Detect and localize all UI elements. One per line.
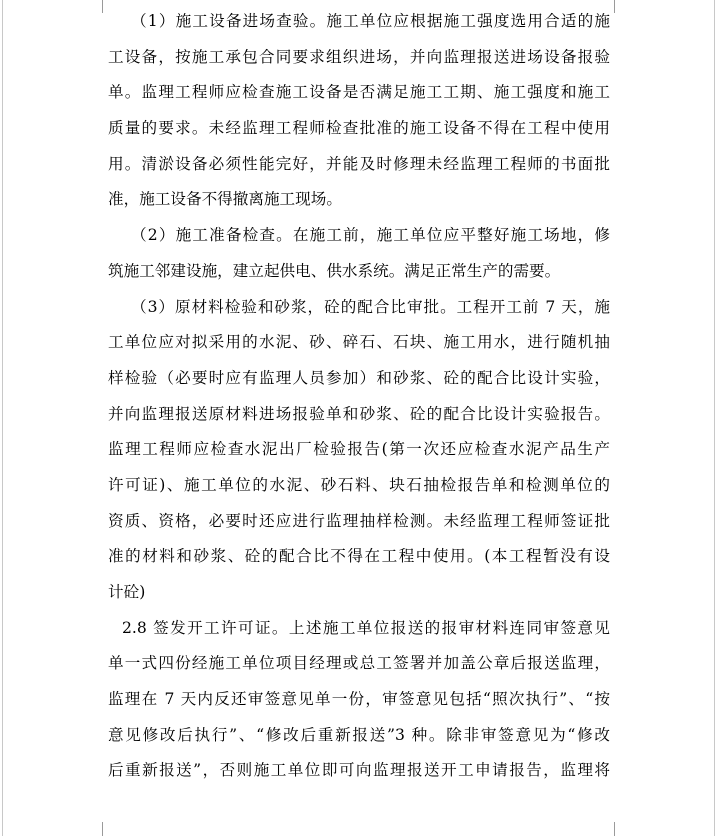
text-line: （1）施工设备进场查验。施工单位应根据施工强度选用合适的施: [131, 12, 610, 30]
text-line: 样检验（必要时应有监理人员参加）和砂浆、砼的配合比设计实验，: [108, 368, 610, 387]
text-line: 许可证)、施工单位的水泥、砂石料、块石抽检报告单和检测单位的: [108, 475, 610, 494]
text-line: 质量的要求。未经监理工程师检查批准的施工设备不得在工程中使用: [108, 119, 610, 138]
text-line: （3）原材料检验和砂浆，砼的配合比审批。工程开工前 7 天，施: [131, 297, 610, 316]
text-line: 计砼): [108, 583, 146, 601]
text-line: 准，施工设备不得撤离施工现场。: [108, 190, 342, 209]
text-line: 并向监理报送原材料进场报验单和砂浆、砼的配合比设计实验报告。: [108, 404, 610, 423]
text-line: （2）施工准备检查。在施工前，施工单位应平整好施工场地，修: [131, 226, 610, 245]
text-line: 后重新报送”，否则施工单位即可向监理报送开工申请报告，监理将: [108, 761, 610, 780]
document-body: [108, 4, 610, 789]
text-line: 意见修改后执行”、“修改后重新报送”3 种。除非审签意见为“修改: [108, 725, 610, 744]
margin-mark-bottom-right: [614, 822, 629, 836]
text-line: 监理工程师应检查水泥出厂检验报告(第一次还应检查水泥产品生产: [108, 440, 610, 459]
page-edge-left: [2, 0, 3, 836]
text-line: 单。监理工程师应检查施工设备是否满足施工工期、施工强度和施工: [108, 83, 610, 102]
text-line: 用。清淤设备必须性能完好，并能及时修理未经监理工程师的书面批: [108, 154, 610, 173]
text-line: 单一式四份经施工单位项目经理或总工签署并加盖公章后报送监理，: [108, 654, 610, 673]
text-line: 2.8 签发开工许可证。上述施工单位报送的报审材料连同审签意见: [122, 618, 610, 637]
text-line: 资质、资格，必要时还应进行监理抽样检测。未经监理工程师签证批: [108, 511, 610, 530]
text-line: 准的材料和砂浆、砼的配合比不得在工程中使用。(本工程暂没有设: [108, 547, 610, 566]
text-line: 工设备，按施工承包合同要求组织进场，并向监理报送进场设备报验: [108, 47, 610, 66]
margin-mark-top-left: [88, 0, 103, 13]
text-line: 工单位应对拟采用的水泥、砂、碎石、石块、施工用水，进行随机抽: [108, 333, 610, 352]
text-line: 监理在 7 天内反还审签意见单一份，审签意见包括“照次执行”、“按: [108, 690, 610, 709]
text-line: 筑施工邻建设施，建立起供电、供水系统。满足正常生产的需要。: [108, 261, 561, 280]
page-edge-right: [714, 0, 715, 836]
margin-mark-top-right: [614, 0, 629, 13]
margin-mark-bottom-left: [88, 822, 103, 836]
